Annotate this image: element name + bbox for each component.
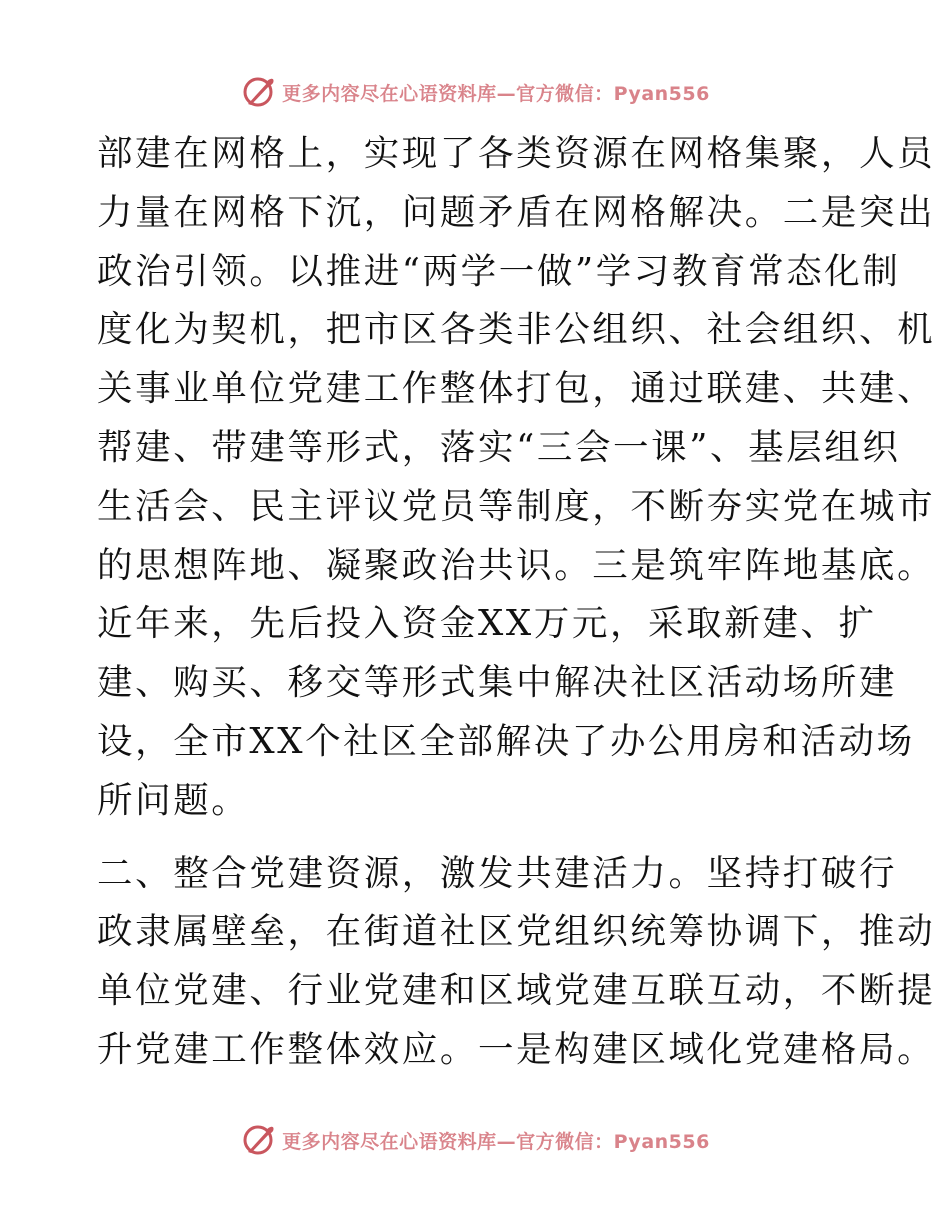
text-line: 关事业单位党建工作整体打包，通过联建、共建、	[97, 368, 936, 410]
paragraph-gap	[97, 831, 857, 845]
document-body	[97, 125, 936, 1080]
quill-logo-icon	[240, 74, 276, 110]
text-line: 建、购买、移交等形式集中解决社区活动场所建	[97, 662, 898, 704]
text-line: 二、整合党建资源，激发共建活力。坚持打破行	[97, 852, 898, 894]
text-line: 帮建、带建等形式，落实“三会一课”、基层组织	[97, 426, 901, 468]
text-line: 所问题。	[97, 779, 250, 821]
text-line: 的思想阵地、凝聚政治共识。三是筑牢阵地基底。	[97, 544, 936, 586]
text-line: 度化为契机，把市区各类非公组织、社会组织、机	[97, 309, 936, 351]
text-line: 部建在网格上，实现了各类资源在网格集聚，人员	[97, 133, 936, 174]
text-line: 单位党建、行业党建和区域党建互联互动，不断提	[97, 970, 936, 1012]
footer-watermark	[0, 1120, 950, 1160]
quill-logo-icon	[240, 1122, 276, 1158]
text-line: 设，全市XX个社区全部解决了办公用房和活动场	[97, 720, 915, 762]
text-line: 政治引领。以推进“两学一做”学习教育常态化制	[97, 250, 901, 292]
header-watermark-text: 更多内容尽在心语资料库—官方微信：Pyan556	[282, 82, 710, 105]
paragraph-1	[97, 125, 936, 831]
text-line: 升党建工作整体效应。一是构建区域化党建格局。	[97, 1028, 936, 1070]
header-watermark	[0, 72, 950, 112]
footer-watermark-text: 更多内容尽在心语资料库—官方微信：Pyan556	[282, 1130, 710, 1153]
text-line: 政隶属壁垒，在街道社区党组织统筹协调下，推动	[97, 911, 936, 953]
text-line: 生活会、民主评议党员等制度，不断夯实党在城市	[97, 485, 936, 527]
text-line: 力量在网格下沉，问题矛盾在网格解决。二是突出	[97, 191, 936, 233]
paragraph-2	[97, 845, 936, 1080]
text-line: 近年来，先后投入资金XX万元，采取新建、扩	[97, 603, 877, 645]
